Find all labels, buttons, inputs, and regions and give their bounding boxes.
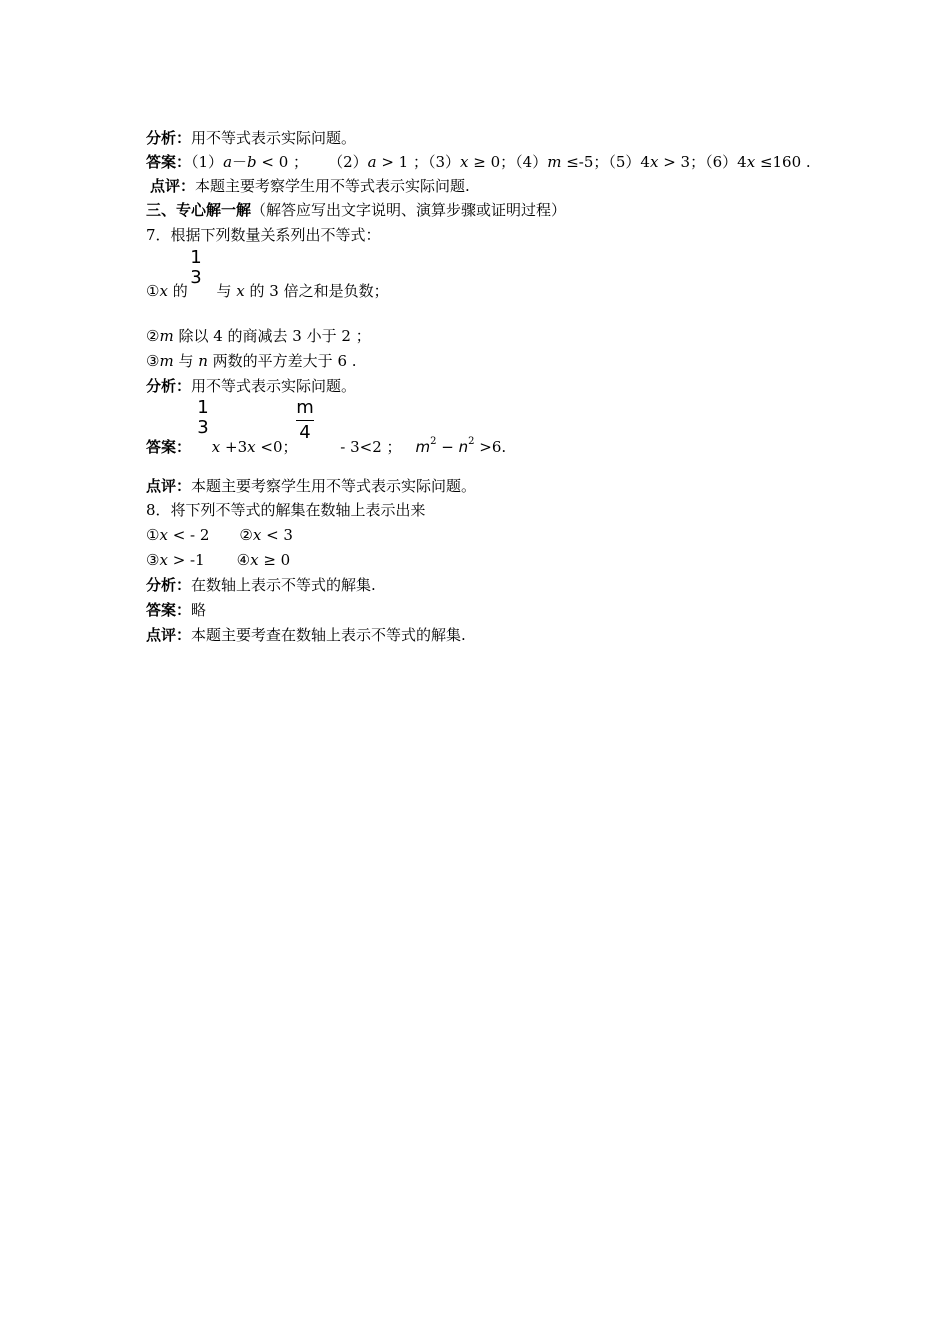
fraction-numerator: 1 — [190, 247, 202, 268]
answer-part: － — [232, 153, 248, 171]
var-m: m — [159, 352, 174, 370]
section-note: （解答应写出文字说明、演算步骤或证明过程） — [251, 201, 567, 219]
item-marker: ① — [146, 282, 160, 300]
answer-part: <0； — [255, 438, 298, 456]
item-text: 两数的平方差大于 6 . — [207, 352, 357, 370]
question-7-text: 7．根据下列数量关系列出不等式： — [146, 226, 381, 244]
item-text: 除以 4 的商减去 3 小于 2 ； — [173, 327, 371, 345]
var-x: x — [236, 282, 245, 300]
answer-part: ≤160 . — [755, 153, 811, 171]
fraction-denominator: 4 — [299, 422, 311, 443]
item-marker: ③ — [146, 352, 160, 370]
answer-part: ≤-5；（5）4 — [561, 153, 650, 171]
answer-text: 略 — [191, 601, 207, 619]
item-text: 与 — [211, 282, 237, 300]
question-8-stem — [146, 500, 426, 520]
var-n: n — [198, 352, 208, 370]
fraction-numerator: 1 — [197, 397, 209, 418]
answer-part: （2） — [328, 153, 368, 171]
var-x: x — [252, 526, 262, 544]
answer-part: - 3<2 ； — [335, 438, 402, 456]
item-text: 的 3 倍之和是负数； — [244, 282, 389, 300]
exponent: 2 — [430, 436, 437, 447]
question-8-text: 8．将下列不等式的解集在数轴上表示出来 — [146, 501, 426, 519]
var-n: n — [458, 438, 469, 456]
section-title: 三、专心解一解 — [146, 201, 252, 219]
answer-part: > 3；（6）4 — [658, 153, 747, 171]
analysis-text: 在数轴上表示不等式的解集. — [191, 576, 376, 594]
var-x: x — [159, 551, 168, 569]
analysis-line-1 — [146, 128, 356, 148]
answer-part: >6. — [474, 438, 507, 456]
answer-label: 答案： — [146, 438, 192, 456]
comment-line-1 — [150, 176, 470, 196]
question-8-row-1 — [146, 525, 293, 545]
item-marker: ③ — [146, 551, 160, 569]
var-b: b — [247, 153, 257, 171]
item-text: 的 — [167, 282, 188, 300]
item-text: 与 — [173, 352, 199, 370]
question-7-stem — [146, 225, 381, 245]
item-marker: ② — [239, 526, 253, 544]
analysis-text: 用不等式表示实际问题。 — [191, 377, 357, 395]
question-7-analysis — [146, 376, 356, 396]
var-m: m — [159, 327, 174, 345]
analysis-label: 分析： — [146, 129, 192, 147]
question-8-row-2 — [146, 550, 290, 570]
var-x: x — [247, 438, 256, 456]
comment-text: 本题主要考查在数轴上表示不等式的解集. — [191, 626, 466, 644]
item-text: < 3 — [261, 526, 293, 544]
var-x: x — [159, 282, 168, 300]
var-m: m — [547, 153, 562, 171]
item-marker: ① — [146, 526, 160, 544]
comment-label: 点评： — [146, 626, 192, 644]
question-7-comment — [146, 476, 476, 496]
var-x: x — [159, 526, 168, 544]
comment-label: 点评： — [146, 477, 192, 495]
comment-text: 本题主要考察学生用不等式表示实际问题. — [195, 177, 470, 195]
minus-sign: − — [436, 438, 459, 456]
answer-part: ≥ 0；（4） — [468, 153, 548, 171]
var-a: a — [223, 153, 233, 171]
var-x: x — [746, 153, 756, 171]
comment-text: 本题主要考察学生用不等式表示实际问题。 — [191, 477, 477, 495]
var-x: x — [207, 438, 221, 456]
item-text: > -1 — [167, 551, 205, 569]
question-7-item-2 — [146, 326, 371, 346]
question-7-item-3 — [146, 351, 357, 371]
var-a: a — [367, 153, 377, 171]
section-heading — [146, 200, 566, 220]
answer-part: （1） — [191, 153, 224, 171]
fraction-denominator: 3 — [197, 417, 209, 438]
answer-line-1 — [146, 152, 811, 172]
item-text: ≥ 0 — [258, 551, 291, 569]
item-text: < - 2 — [167, 526, 210, 544]
var-x: x — [250, 551, 259, 569]
var-x: x — [460, 153, 469, 171]
comment-label: 点评： — [150, 177, 196, 195]
question-7-answer — [146, 432, 506, 457]
question-8-comment — [146, 625, 466, 645]
answer-label: 答案： — [146, 601, 192, 619]
fraction-numerator: m — [296, 397, 314, 418]
var-x: x — [649, 153, 659, 171]
question-7-item-1 — [146, 281, 389, 301]
answer-part: > 1 ；（3） — [376, 153, 461, 171]
answer-label: 答案： — [146, 153, 192, 171]
var-m: m — [415, 438, 431, 456]
item-marker: ② — [146, 327, 160, 345]
question-8-analysis — [146, 575, 376, 595]
analysis-label: 分析： — [146, 576, 192, 594]
answer-part: +3 — [220, 438, 248, 456]
item-marker: ④ — [236, 551, 251, 569]
analysis-label: 分析： — [146, 377, 192, 395]
analysis-text: 用不等式表示实际问题。 — [191, 129, 357, 147]
exponent: 2 — [468, 436, 475, 447]
fraction-denominator: 3 — [190, 267, 202, 288]
question-8-answer — [146, 600, 206, 620]
fraction-bar — [296, 420, 314, 421]
answer-part: < 0 ； — [256, 153, 309, 171]
